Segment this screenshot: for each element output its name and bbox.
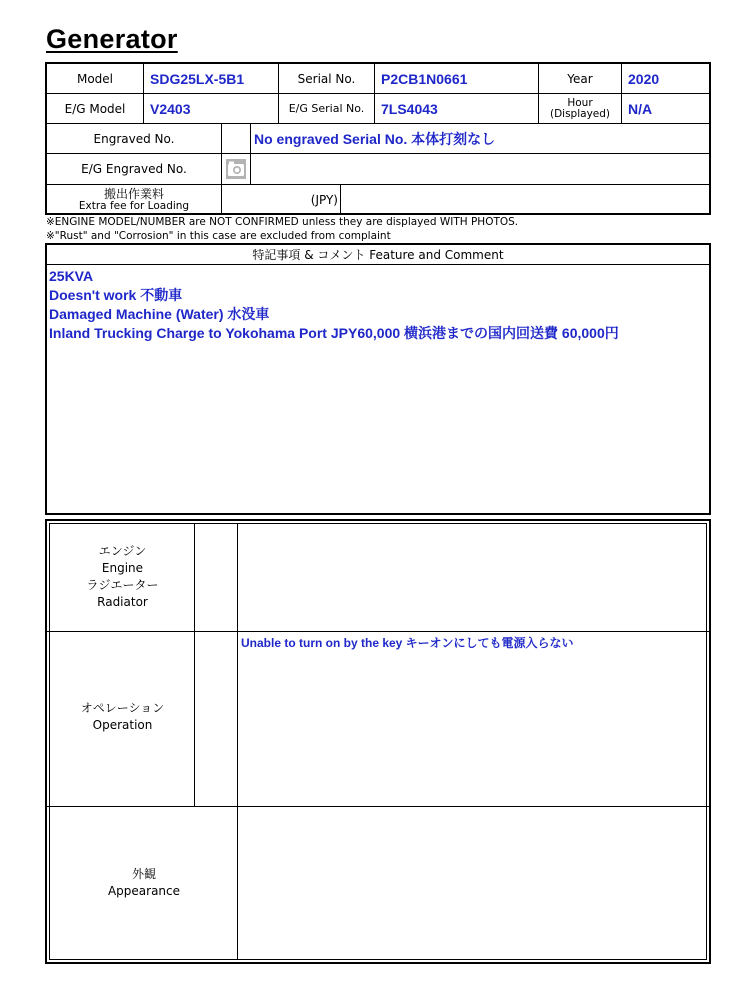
year-value: 2020 <box>628 70 660 87</box>
feature-lines <box>49 267 619 343</box>
model-label: Model <box>76 71 114 86</box>
radiator-label-en: Radiator <box>97 595 148 609</box>
eg-serial-label: E/G Serial No. <box>288 101 365 115</box>
eg-model-value: V2403 <box>150 100 191 117</box>
eg-model-label: E/G Model <box>64 101 126 116</box>
spec-table <box>45 62 711 215</box>
hour-value: N/A <box>628 100 653 117</box>
feature-line: Damaged Machine (Water) 水没車 <box>49 306 270 322</box>
year-label: Year <box>567 71 593 86</box>
appearance-label-en: Appearance <box>107 884 181 898</box>
engine-radiator-label <box>51 543 194 611</box>
eg-serial-value: 7LS4043 <box>381 100 438 117</box>
engine-label-jp: エンジン <box>98 544 147 558</box>
note-engine-confirmation: ※ENGINE MODEL/NUMBER are NOT CONFIRMED unless they are displayed WITH PHOTOS. <box>46 216 519 228</box>
hour-label <box>539 94 621 123</box>
serial-value: P2CB1N0661 <box>381 70 468 87</box>
engine-label-en: Engine <box>101 561 144 575</box>
feature-line: Inland Trucking Charge to Yokohama Port JPY60,000 横浜港までの国内回送費 60,000円 <box>49 325 619 341</box>
extra-fee-label <box>47 185 221 215</box>
feature-comment-box <box>45 243 711 515</box>
operation-label-jp: オペレーション <box>80 701 165 715</box>
extra-fee-currency: (JPY) <box>310 193 338 207</box>
operation-label-en: Operation <box>92 718 153 732</box>
inspection-table <box>45 519 711 964</box>
feature-header: 特記事項 & コメント Feature and Comment <box>47 245 709 265</box>
extra-fee-value[interactable] <box>341 185 709 215</box>
model-value: SDG25LX-5B1 <box>150 70 245 87</box>
hour-label-line1: Hour <box>567 96 593 109</box>
appearance-label-jp: 外観 <box>131 867 156 881</box>
page-title: Generator <box>46 24 178 54</box>
camera-icon[interactable] <box>222 154 250 184</box>
extra-fee-label-jp: 搬出作業料 <box>103 187 164 201</box>
feature-line: 25KVA <box>49 268 94 284</box>
feature-line: Doesn't work 不動車 <box>49 287 183 303</box>
extra-fee-label-en: Extra fee for Loading <box>78 200 190 212</box>
appearance-label <box>51 866 237 900</box>
engraved-value: No engraved Serial No. 本体打刻なし <box>254 130 496 147</box>
serial-label: Serial No. <box>297 71 356 86</box>
radiator-label-jp: ラジエーター <box>86 578 159 592</box>
note-rust-exclusion: ※"Rust" and "Corrosion" in this case are excluded from complaint <box>46 230 391 242</box>
operation-label <box>51 700 194 734</box>
operation-comment: Unable to turn on by the key キーオンにしても電源入らない <box>241 636 574 650</box>
eg-engraved-label: E/G Engraved No. <box>81 162 187 176</box>
hour-label-line2: (Displayed) <box>549 107 611 120</box>
engraved-label: Engraved No. <box>93 131 175 146</box>
